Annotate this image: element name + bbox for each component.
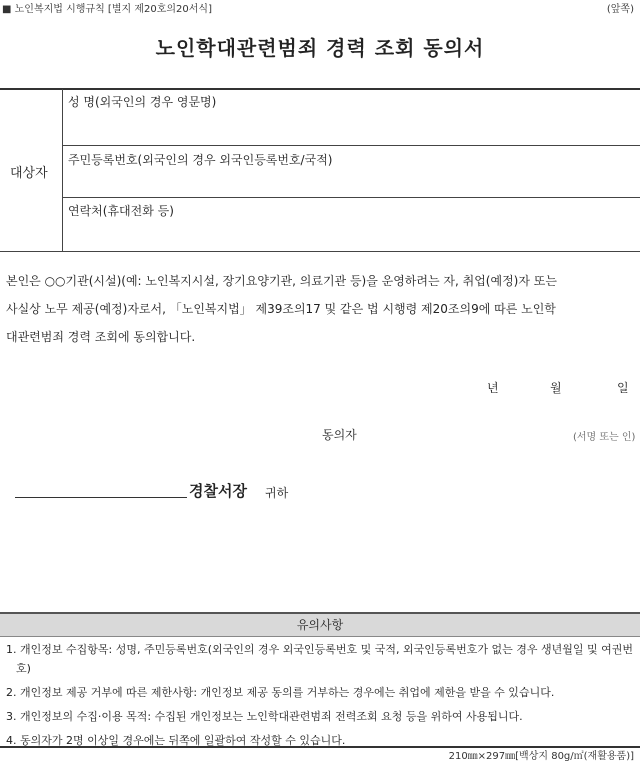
contact-field-label: 연락처(휴대전화 등) xyxy=(68,204,174,218)
consent-line: 대관련범죄 경력 조회에 동의합니다. xyxy=(6,330,196,344)
notes-item: 1. 개인정보 수집항목: 성명, 주민등록번호(외국인의 경우 외국인등록번호 및 국적, 외국인등록번호가 없는 경우 생년월일 및 여권번 xyxy=(6,643,633,656)
notes-list xyxy=(6,641,636,746)
notes-item: 2. 개인정보 제공 거부에 따른 제한사항: 개인정보 제공 동의를 거부하는 경우에는 취업에 제한을 받을 수 있습니다. xyxy=(6,686,555,699)
table-top-rule xyxy=(0,88,640,90)
police-station-blank[interactable] xyxy=(15,497,187,498)
notes-heading: 유의사항 xyxy=(296,618,344,632)
page-title: 노인학대관련범죄 경력 조회 동의서 xyxy=(155,36,485,60)
paper-spec: 210㎜×297㎜[백상지 80g/㎡(재활용품)] xyxy=(448,751,634,762)
notes-header-bar xyxy=(0,612,640,637)
row-divider-1 xyxy=(63,145,640,146)
name-field-label: 성 명(외국인의 경우 영문명) xyxy=(68,95,217,109)
date-day-label: 일 xyxy=(617,381,629,395)
name-field[interactable] xyxy=(63,110,639,144)
table-bottom-rule xyxy=(0,251,640,252)
contact-field[interactable] xyxy=(63,218,639,250)
row-divider-2 xyxy=(63,197,640,198)
signature-field[interactable] xyxy=(368,420,568,442)
form-header xyxy=(0,0,640,15)
consenter-label: 동의자 xyxy=(322,428,357,442)
id-field-label: 주민등록번호(외국인의 경우 외국인등록번호/국적) xyxy=(68,153,333,167)
consent-statement xyxy=(6,267,636,351)
recipient-title: 경찰서장 xyxy=(189,482,247,500)
id-number-field[interactable] xyxy=(63,166,639,196)
notes-item: 호) xyxy=(16,662,31,675)
subject-label: 대상자 xyxy=(10,166,48,181)
signature-hint: (서명 또는 인) xyxy=(573,432,636,443)
recipient-suffix: 귀하 xyxy=(265,486,289,500)
notes-item: 3. 개인정보의 수집·이용 목적: 수집된 개인정보는 노인학대관련범죄 전력조회 요청 등을 위하여 사용됩니다. xyxy=(6,710,523,723)
date-month-label: 월 xyxy=(550,381,562,395)
notes-item: 4. 동의자가 2명 이상일 경우에는 뒤쪽에 일괄하여 작성할 수 있습니다. xyxy=(6,734,346,747)
date-year-label: 년 xyxy=(487,381,499,395)
consent-line: 사실상 노무 제공(예정)자로서, 「노인복지법」 제39조의17 및 같은 법 시행령 제20조의9에 따른 노인학 xyxy=(6,302,556,316)
page-side-label: (앞쪽) xyxy=(606,4,634,15)
form-reference: ■ 노인복지법 시행규칙 [별지 제20호의20서식] xyxy=(2,4,212,15)
consent-line: 본인은 ○○기관(시설)(예: 노인복지시설, 장기요양기관, 의료기관 등)을 운영하려는 자, 취업(예정)자 또는 xyxy=(6,274,557,288)
